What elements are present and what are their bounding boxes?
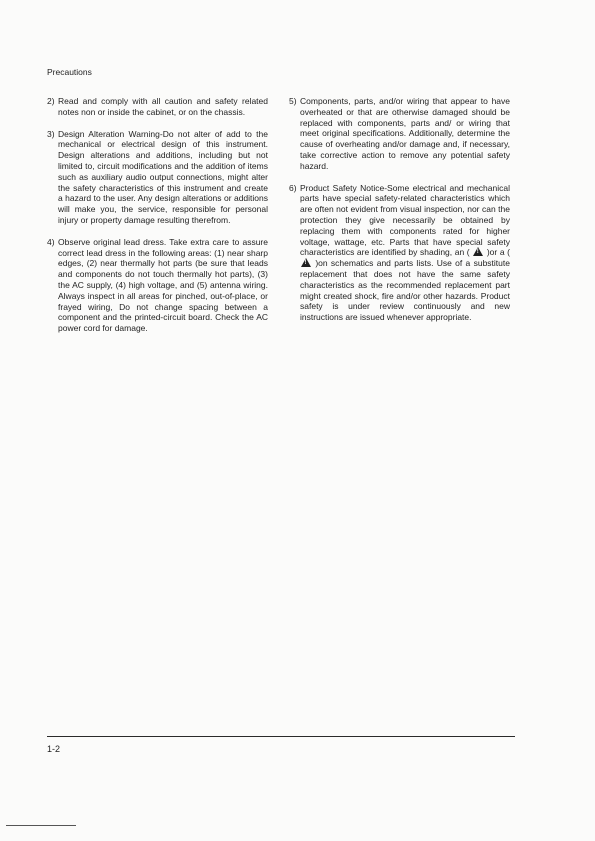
item-text: Design Alteration Warning-Do not alter of add to the mechanical or electrical design of this instrument. Design alterations and additions, including but not limited to, circuit modifications and the addition of items such as auxiliary audio output connections, might alter the safety characteristics of this instrument and create a hazard to the user. Any design alterations or additions will make you, the service, responsible for personal injury or property damage resulting therefrom. <box>58 128 268 225</box>
item-text-part: Product Safety Notice-Some electrical and mechanical parts have special safety-related characteristics which are often not evident from visual inspection, nor can the protection they give necessarily be obtained by replacing them with components rated for higher voltage, wattage, etc. Parts that have special safety characteristics are identified by shading, an ( <box>300 182 510 258</box>
item-text: Observe original lead dress. Take extra care to assure correct lead dress in the following areas: (1) near sharp edges, (2) near thermally hot parts (be sure that leads and components do not touch thermally hot parts), (3) the AC supply, (4) high voltage, and (5) antenna wiring. Always inspect in all areas for pinched, out-of-place, or frayed wiring, Do not change spacing between a component and the printed-circuit board. Check the AC power cord for damage. <box>58 236 268 334</box>
footer-divider <box>47 736 515 737</box>
page-number: 1-2 <box>47 744 61 754</box>
list-item <box>47 237 268 334</box>
warning-triangle-icon <box>301 258 311 267</box>
item-number: 5) <box>289 96 297 106</box>
item-text-part: )or a ( <box>486 247 510 258</box>
item-number: 2) <box>47 96 55 106</box>
bottom-divider <box>6 825 76 826</box>
list-item <box>47 96 268 118</box>
list-item <box>47 129 268 226</box>
list-item <box>289 183 510 323</box>
left-column <box>47 96 268 345</box>
item-text-part: )on schematics and parts lists. Use of a substitute replacement that does not have the same safety characteristics as the recommended replacement part might created shock, fire and/or other hazards. Product safety is under review continuously and new instructions are issued whenever appropriate. <box>300 258 510 323</box>
item-number: 3) <box>47 128 55 139</box>
warning-triangle-icon <box>473 247 483 256</box>
right-column <box>289 96 510 334</box>
item-text: Read and comply with all caution and safety related notes non or inside the cabinet, or on the chassis. <box>58 96 268 117</box>
item-number: 4) <box>47 236 55 247</box>
list-item <box>289 96 510 172</box>
item-number: 6) <box>289 182 297 193</box>
item-text: Components, parts, and/or wiring that appear to have overheated or that are otherwise damaged should be replaced with components, parts and/ or wiring that meet original specifications. Additionally, determine the cause of overheating and/or damage and, if necessary, take corrective action to remove any potential safety hazard. <box>300 96 510 171</box>
page-header: Precautions <box>47 67 92 77</box>
item-text <box>300 183 510 323</box>
